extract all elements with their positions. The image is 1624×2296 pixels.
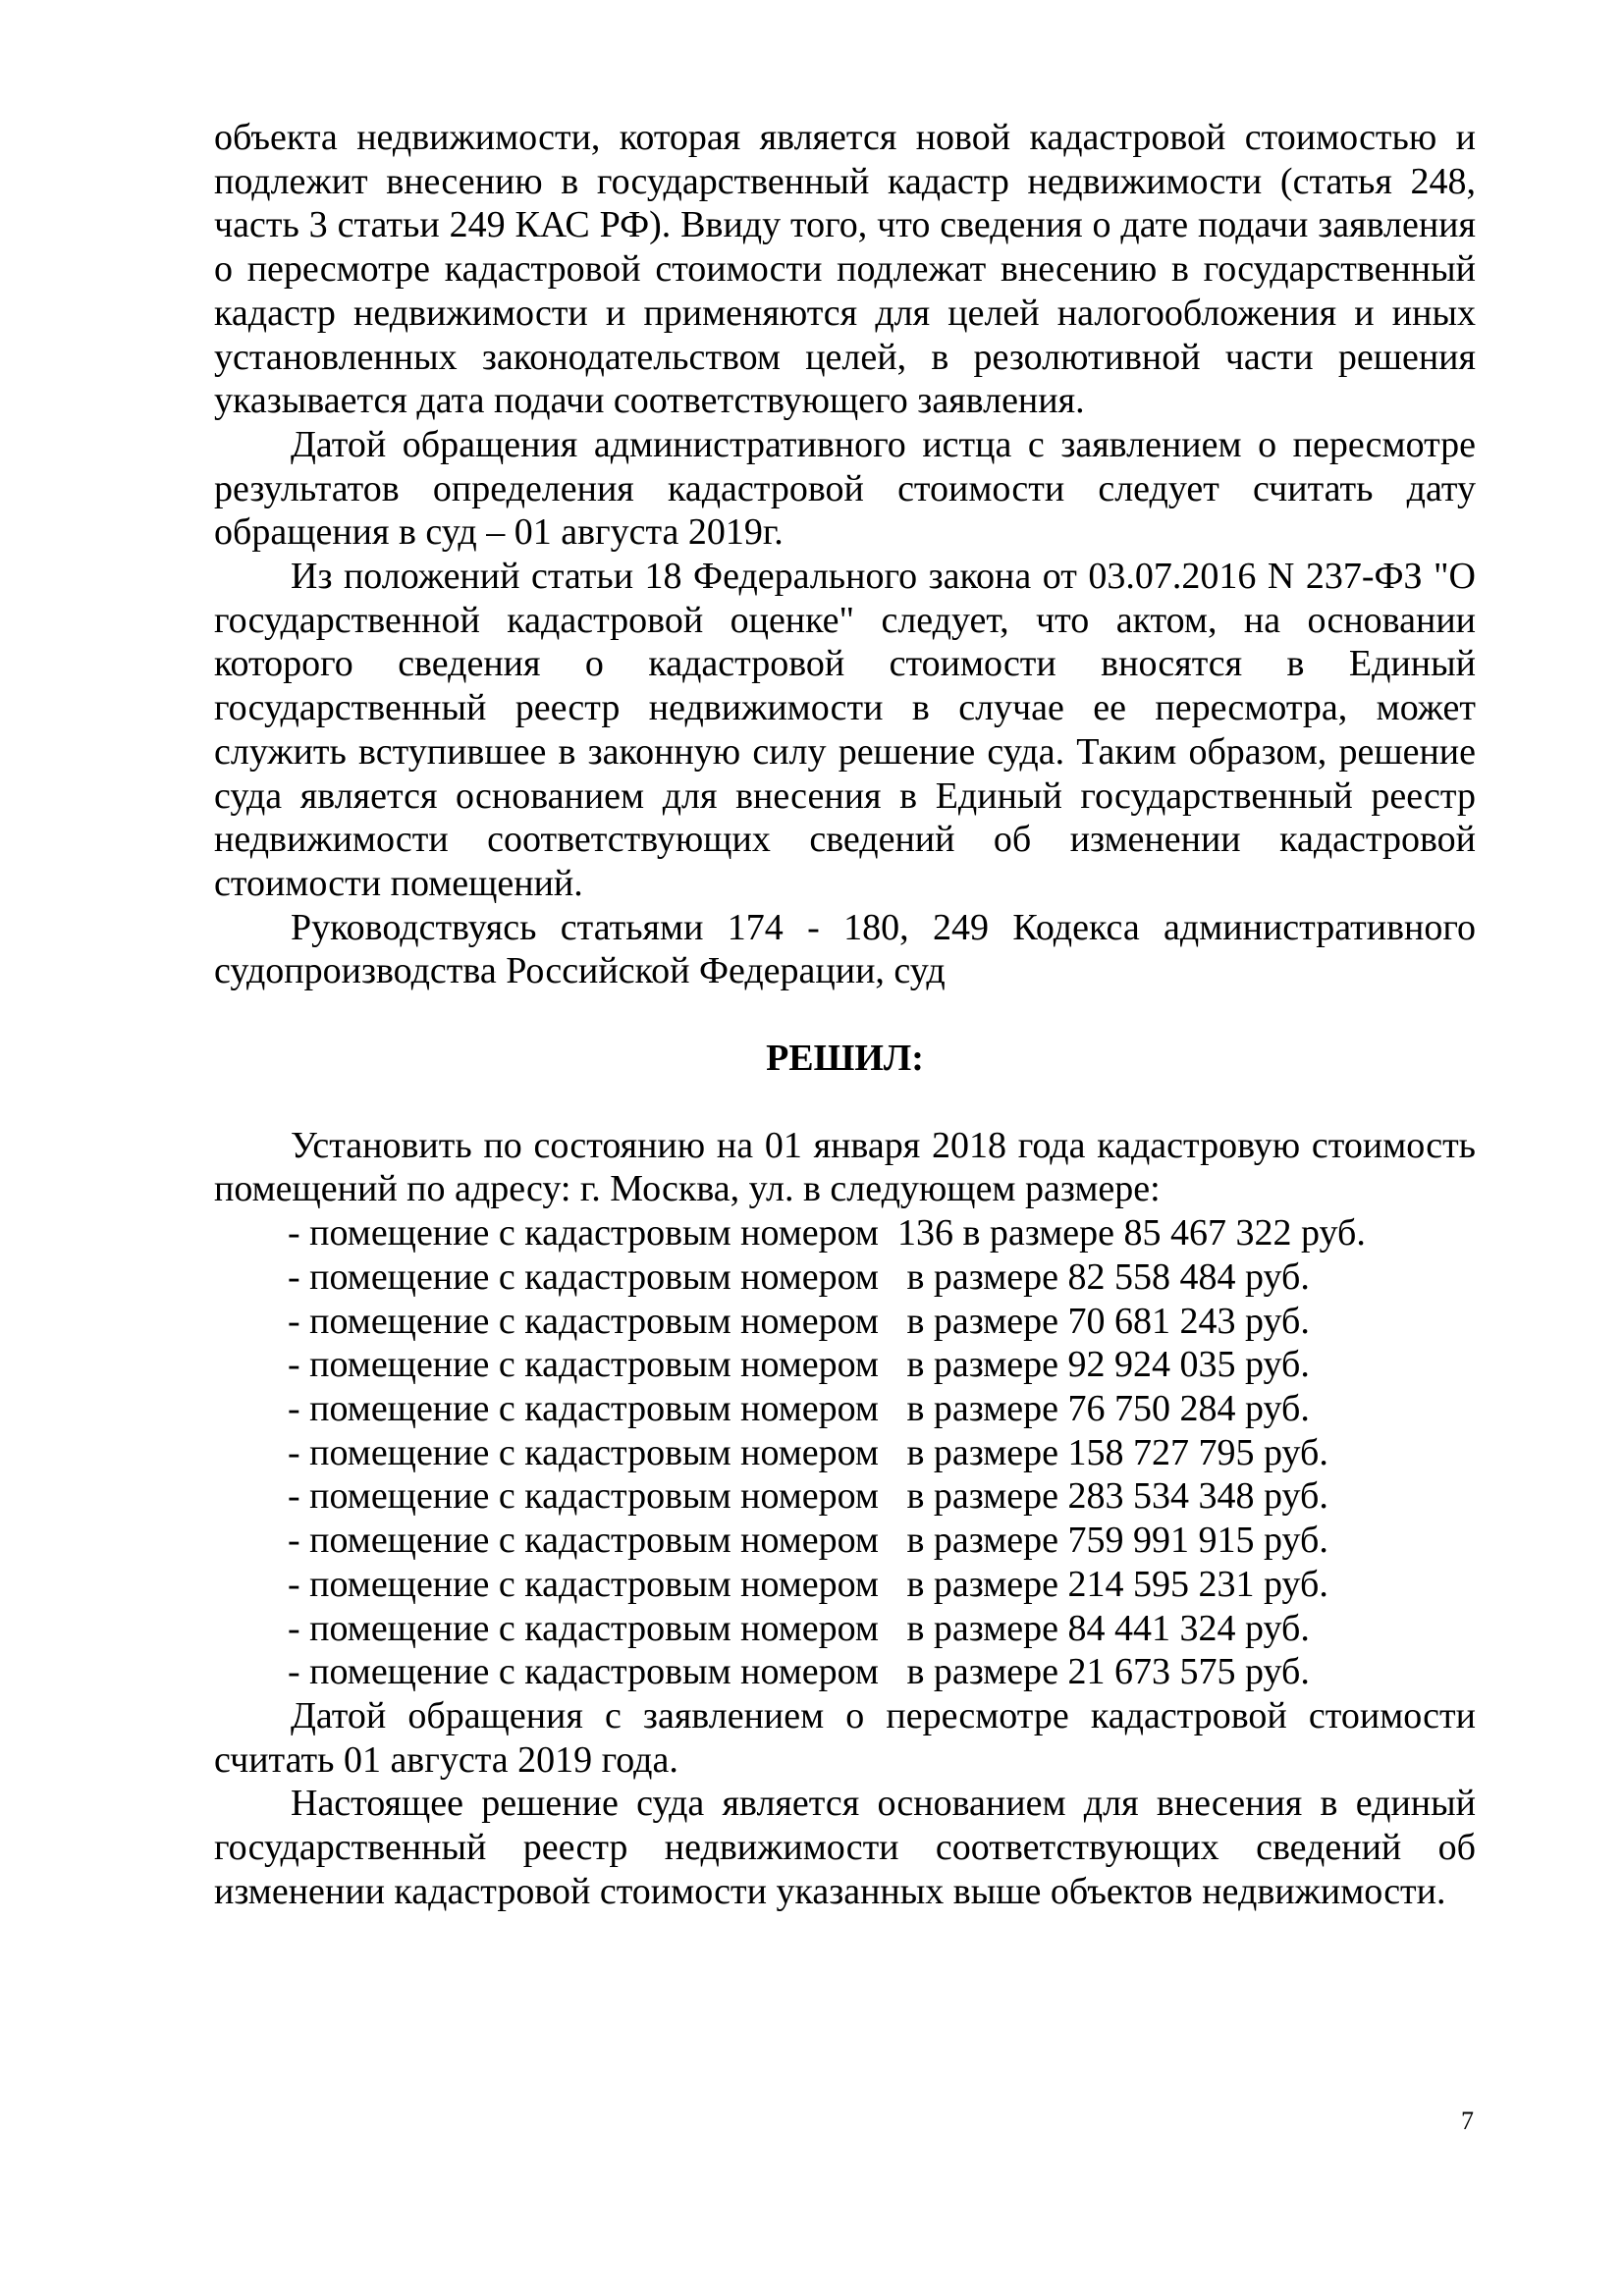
- decision-intro: Установить по состоянию на 01 января 2018 года кадастровую стоимость помещений по адресу: г. Москва, ул. в следующем размере:: [214, 1124, 1476, 1210]
- list-item: - помещение с кадастровым номером в размере 214 595 231 руб.: [288, 1563, 1328, 1605]
- list-item: - помещение с кадастровым номером в размере 759 991 915 руб.: [288, 1520, 1328, 1562]
- decision-filing-date: Датой обращения с заявлением о пересмотре кадастровой стоимости считать 01 августа 2019 года.: [214, 1694, 1476, 1781]
- list-item: - помещение с кадастровым номером 136 в размере 85 467 322 руб.: [288, 1212, 1366, 1255]
- paragraph-federal-law: Из положений статьи 18 Федерального закона от 03.07.2016 N 237-ФЗ "О государственной кадастровой оценке" следует, что актом, на основании которого сведения о кадастровой стоимости вносятся в Единый государственный реестр недвижимости в случае ее пересмотра, может служить вступившее в законную силу решение суда. Таким образом, решение суда является основанием для внесения в Единый государственный реестр недвижимости соответствующих сведений об изменении кадастровой стоимости помещений.: [214, 556, 1476, 904]
- paragraph-filing-date: Датой обращения административного истца с заявлением о пересмотре результатов определения кадастровой стоимости следует считать дату обращения в суд – 01 августа 2019г.: [214, 423, 1476, 554]
- decision-basis: Настоящее решение суда является основанием для внесения в единый государственный реестр недвижимости соответствующих сведений об изменении кадастровой стоимости указанных выше объектов недвижимости.: [214, 1783, 1476, 1912]
- list-item: - помещение с кадастровым номером в размере 158 727 795 руб.: [288, 1431, 1328, 1473]
- paragraph-guided-by: Руководствуясь статьями 174 - 180, 249 Кодекса административного судопроизводства Российской Федерации, суд: [214, 906, 1476, 992]
- list-item: - помещение с кадастровым номером в размере 84 441 324 руб.: [288, 1607, 1310, 1649]
- decision-heading: РЕШИЛ:: [766, 1038, 924, 1080]
- list-item: - помещение с кадастровым номером в размере 21 673 575 руб.: [288, 1651, 1310, 1693]
- premises-list: [214, 1211, 1476, 1694]
- list-item: - помещение с кадастровым номером в размере 76 750 284 руб.: [288, 1387, 1310, 1429]
- paragraph-cadastral-value-continuation: объекта недвижимости, которая является новой кадастровой стоимостью и подлежит внесению в государственный кадастр недвижимости (статья 248, часть 3 статьи 249 КАС РФ). Ввиду того, что сведения о дате подачи заявления о пересмотре кадастровой стоимости подлежат внесению в государственный кадастр недвижимости и применяются для целей налогообложения и иных установленных законодательством целей, в резолютивной части решения указывается дата подачи соответствующего заявления.: [214, 117, 1476, 422]
- list-item: - помещение с кадастровым номером в размере 92 924 035 руб.: [288, 1344, 1310, 1386]
- list-item: - помещение с кадастровым номером в размере 70 681 243 руб.: [288, 1300, 1310, 1342]
- list-item: - помещение с кадастровым номером в размере 82 558 484 руб.: [288, 1255, 1310, 1298]
- document-body: [214, 116, 1476, 1913]
- list-item: - помещение с кадастровым номером в размере 283 534 348 руб.: [288, 1475, 1328, 1518]
- page-number: 7: [1461, 2107, 1474, 2135]
